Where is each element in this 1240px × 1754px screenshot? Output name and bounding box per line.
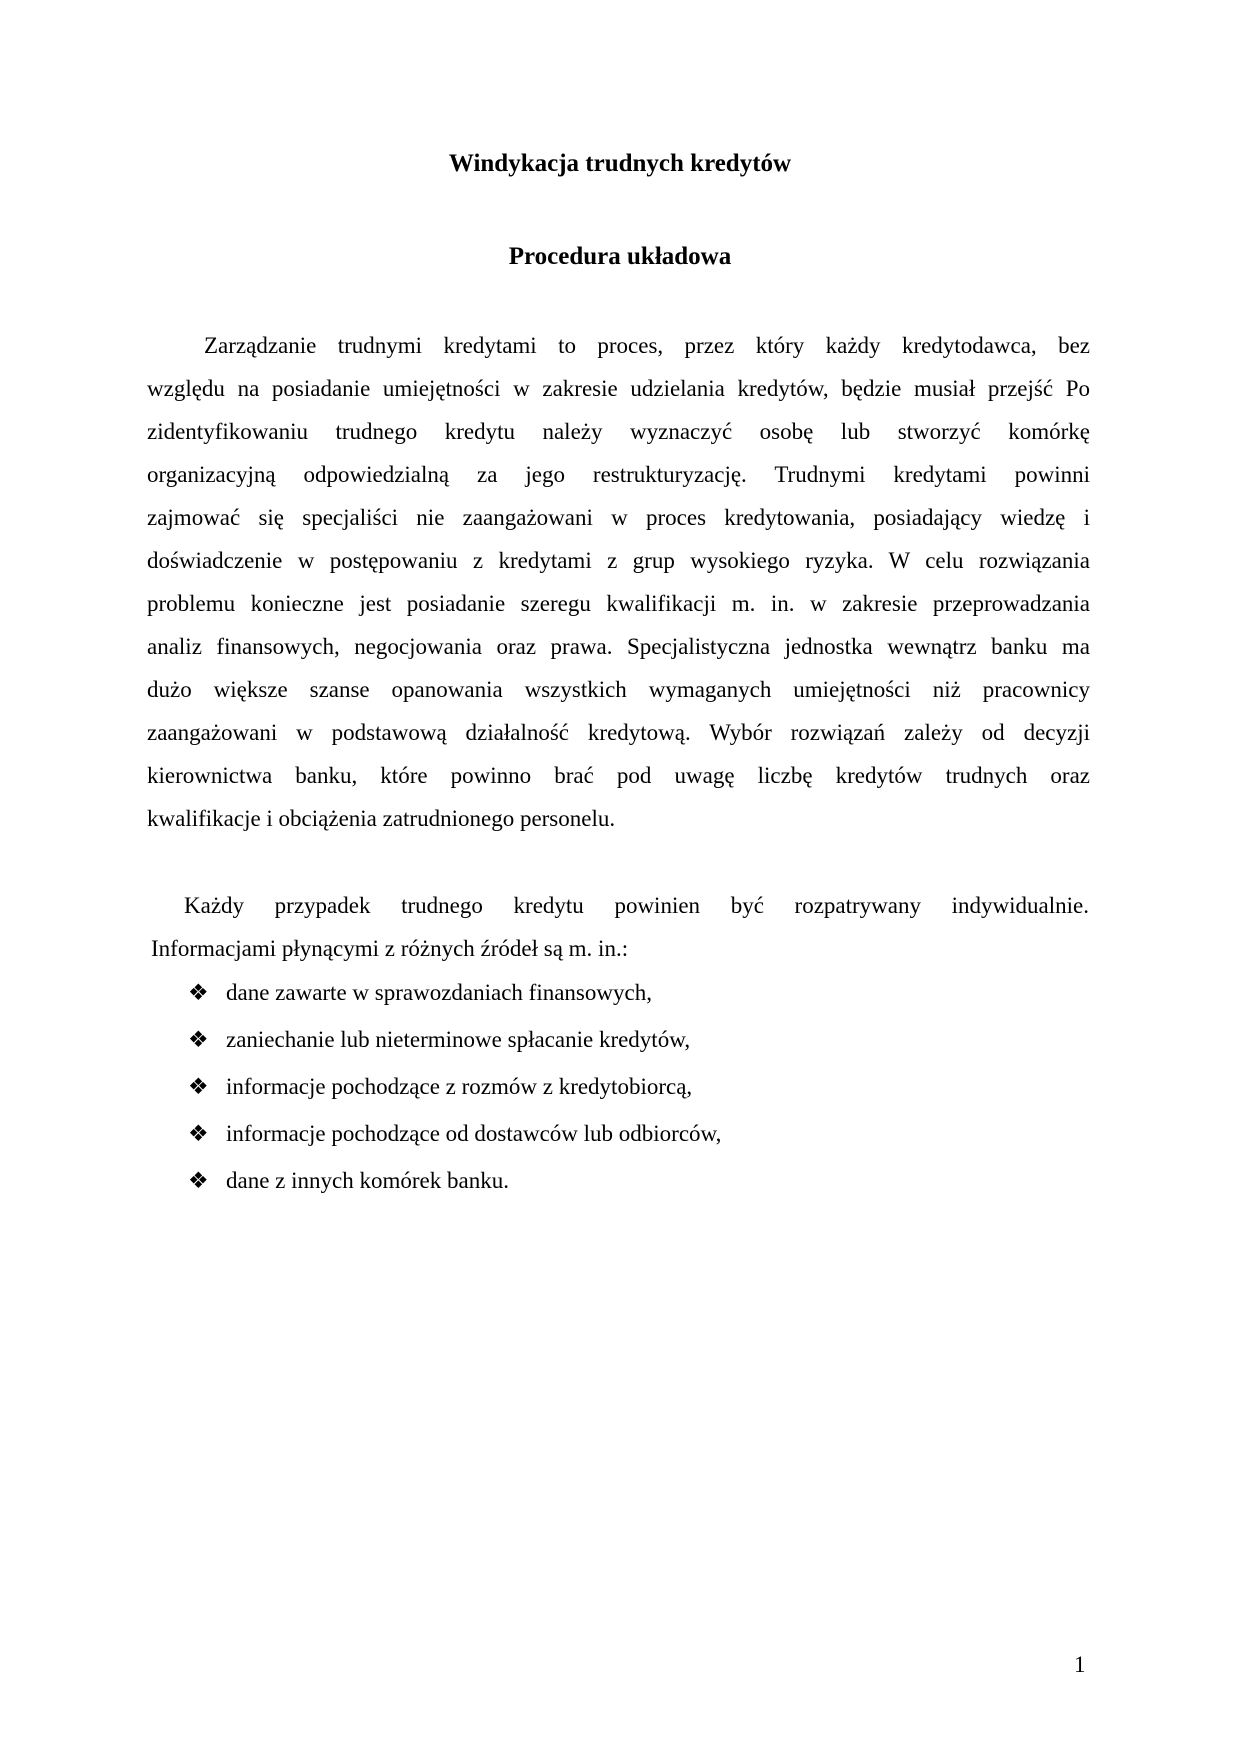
text-line: kwalifikacje i obciążenia zatrudnionego personelu. <box>147 806 616 831</box>
text-line: zajmować się specjaliści nie zaangażowani w proces kredytowania, posiadający wiedzę i <box>147 505 1090 530</box>
text-line: organizacyjną odpowiedzialną za jego restrukturyzację. Trudnymi kredytami powinni <box>147 462 1090 487</box>
list-item: dane zawarte w sprawozdaniach finansowych, <box>226 980 652 1005</box>
text-line: doświadczenie w postępowaniu z kredytami z grup wysokiego ryzyka. W celu rozwiązania <box>147 548 1090 573</box>
diamond-bullet-icon: ❖ <box>188 1121 209 1146</box>
text-line: Każdy przypadek trudnego kredytu powinien być rozpatrywany indywidualnie. <box>184 893 1089 918</box>
text-line: kierownictwa banku, które powinno brać pod uwagę liczbę kredytów trudnych oraz <box>147 763 1090 788</box>
page-number: 1 <box>1074 1652 1086 1677</box>
document-title: Windykacja trudnych kredytów <box>448 150 792 177</box>
text-line: Zarządzanie trudnymi kredytami to proces, przez który każdy kredytodawca, bez <box>204 333 1090 358</box>
section-heading: Procedura układowa <box>508 243 732 270</box>
diamond-bullet-icon: ❖ <box>188 1168 209 1193</box>
diamond-bullet-icon: ❖ <box>188 1074 209 1099</box>
text-line: analiz finansowych, negocjowania oraz prawa. Specjalistyczna jednostka wewnątrz banku ma <box>147 634 1090 659</box>
diamond-bullet-icon: ❖ <box>188 1027 209 1052</box>
text-line: Informacjami płynącymi z różnych źródeł są m. in.: <box>151 936 629 961</box>
text-line: dużo większe szanse opanowania wszystkich wymaganych umiejętności niż pracownicy <box>147 677 1090 702</box>
list-item: informacje pochodzące od dostawców lub odbiorców, <box>226 1121 722 1146</box>
text-line: względu na posiadanie umiejętności w zakresie udzielania kredytów, będzie musiał przejść Po <box>147 376 1090 401</box>
list-item: informacje pochodzące z rozmów z kredytobiorcą, <box>226 1074 693 1099</box>
list-item: dane z innych komórek banku. <box>226 1168 509 1193</box>
text-line: problemu konieczne jest posiadanie szeregu kwalifikacji m. in. w zakresie przeprowadzania <box>147 591 1090 616</box>
text-line: zidentyfikowaniu trudnego kredytu należy wyznaczyć osobę lub stworzyć komórkę <box>147 419 1090 444</box>
text-line: zaangażowani w podstawową działalność kredytową. Wybór rozwiązań zależy od decyzji <box>147 720 1090 745</box>
list-item: zaniechanie lub nieterminowe spłacanie kredytów, <box>226 1027 691 1052</box>
diamond-bullet-icon: ❖ <box>188 980 209 1005</box>
